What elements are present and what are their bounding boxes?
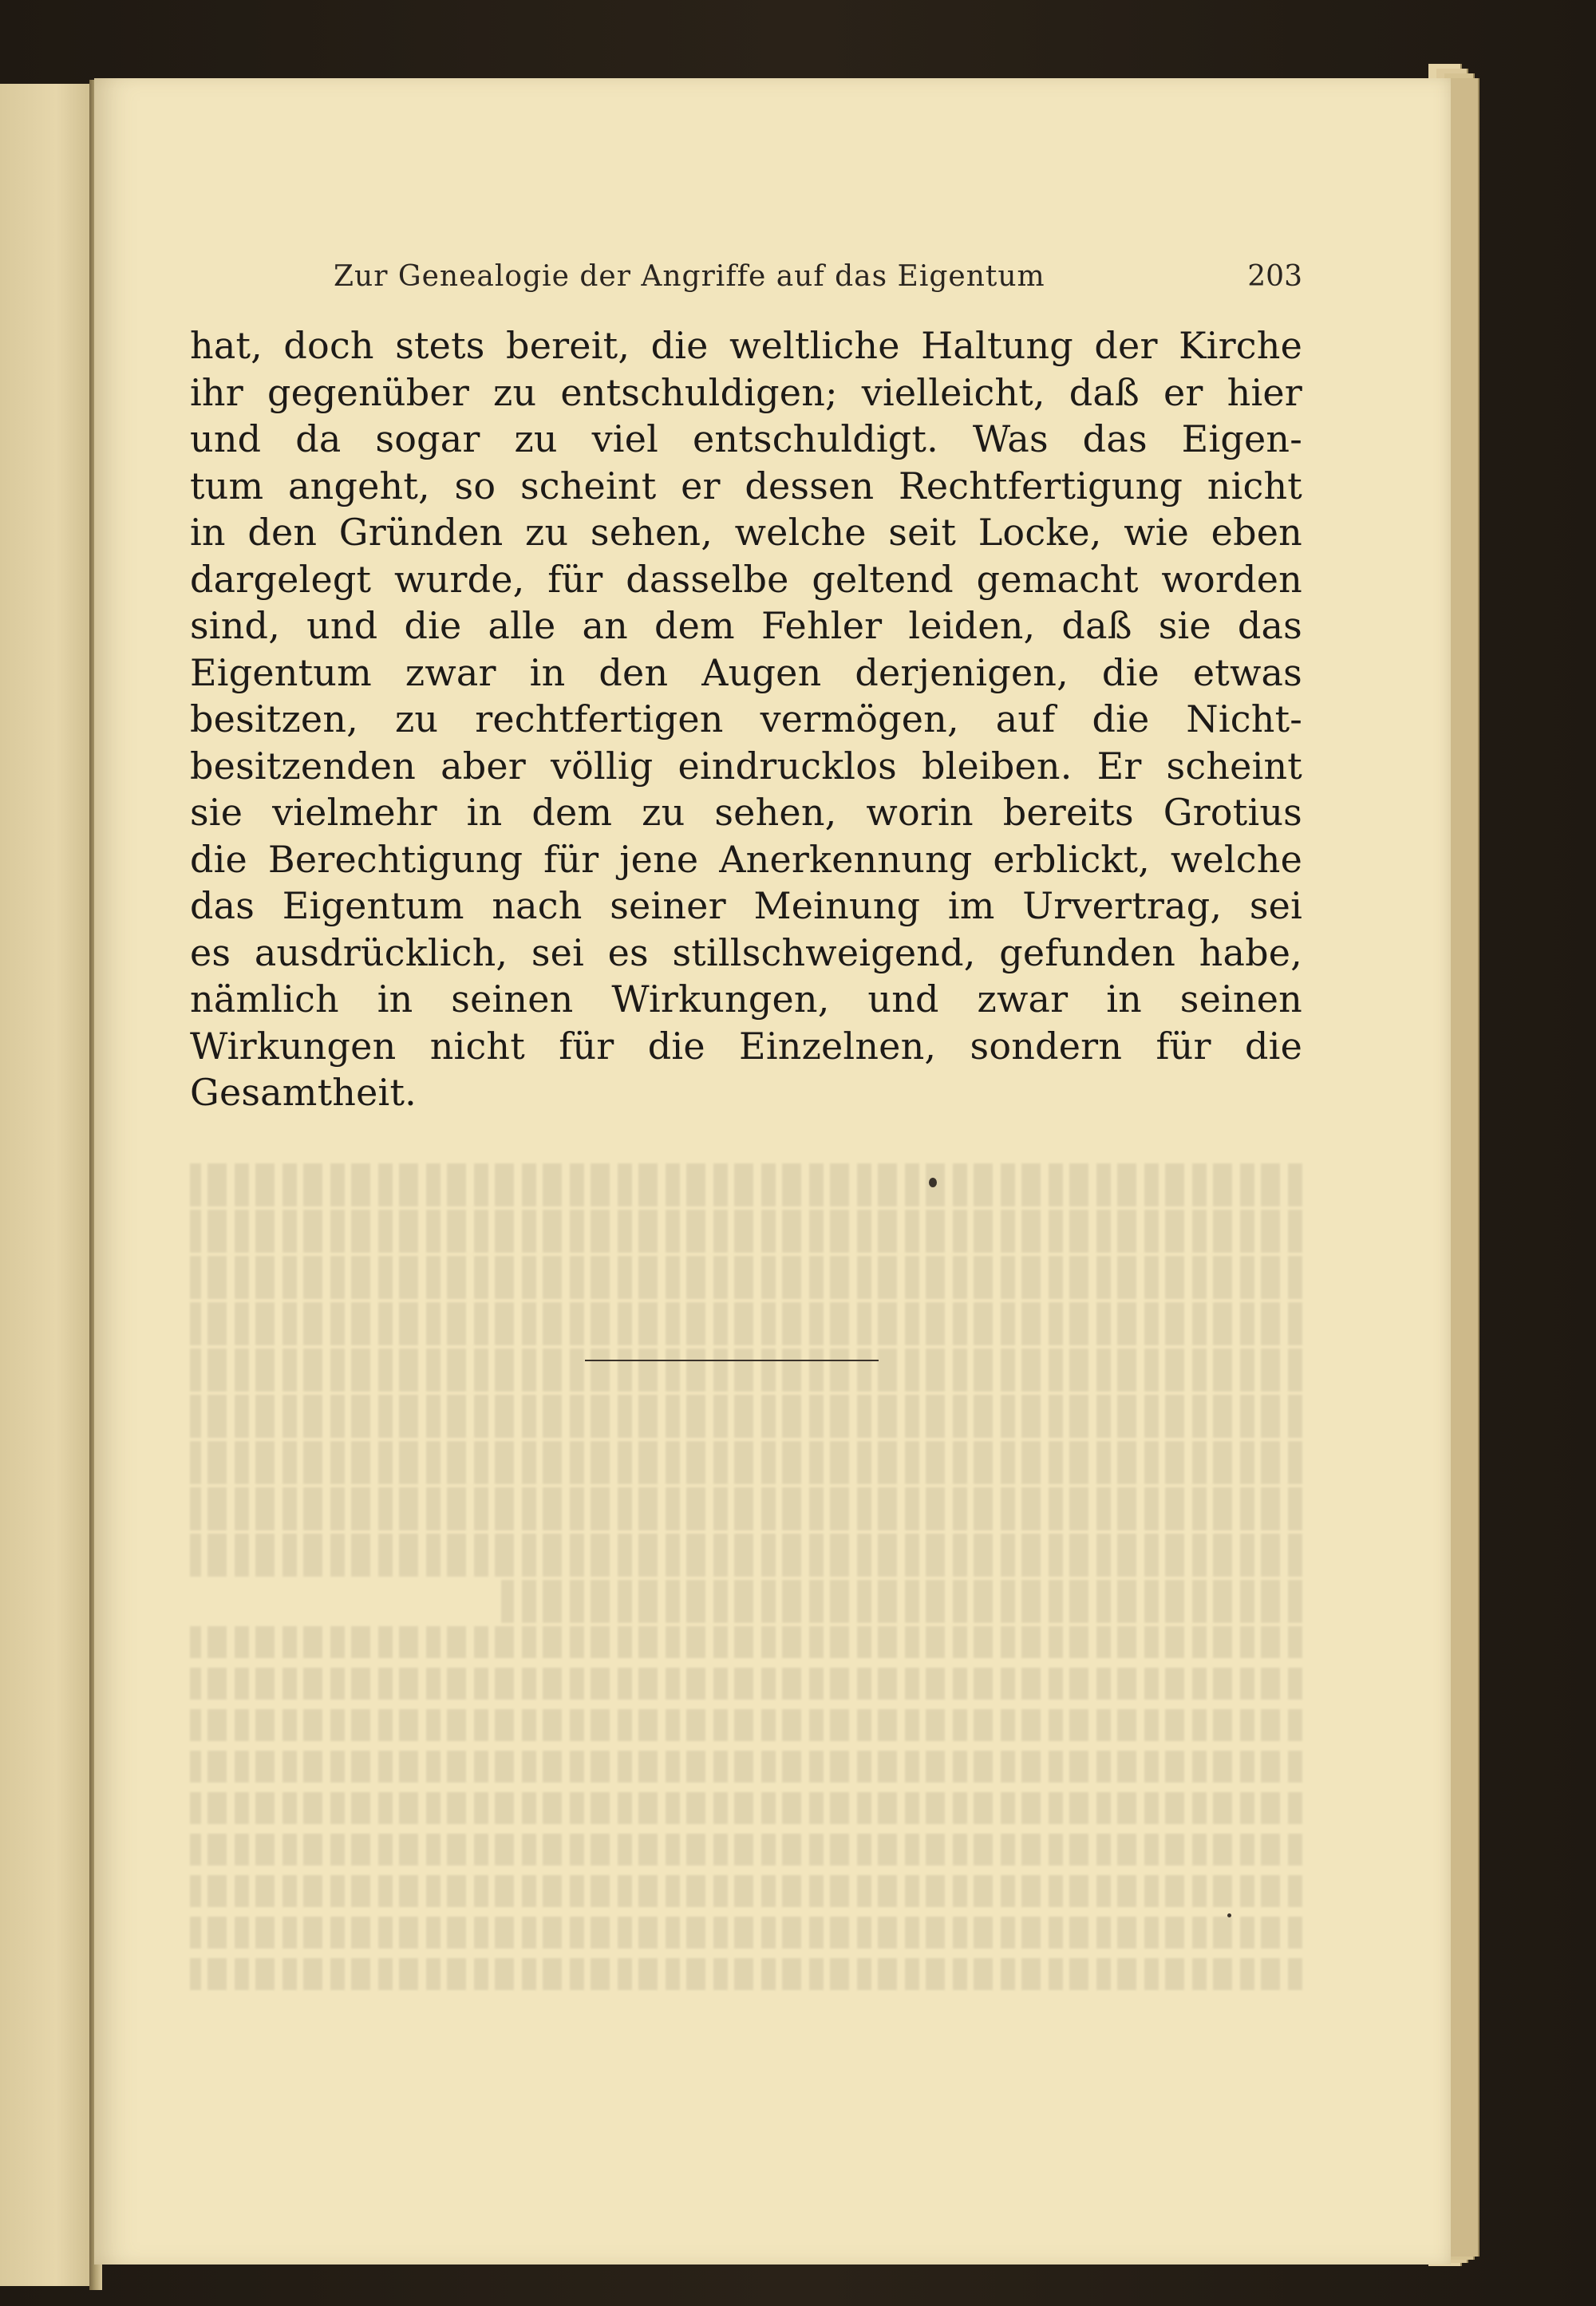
- book-page: [94, 78, 1451, 2265]
- facing-page-edge: [0, 84, 96, 2286]
- text-line: sind, und die alle an dem Fehler leiden, daß sie das: [190, 604, 1302, 647]
- text-line: besitzenden aber völlig eindrucklos bleiben. Er scheint: [190, 744, 1302, 788]
- ink-speck: [929, 1178, 937, 1187]
- running-header: [334, 260, 1302, 308]
- text-line: sie vielmehr in dem zu sehen, worin bereits Grotius: [190, 791, 1302, 834]
- page-number: 203: [1247, 260, 1302, 293]
- section-divider: [585, 1360, 879, 1361]
- text-line: und da sogar zu viel entschuldigt. Was das Eigen-: [190, 417, 1302, 460]
- text-line: besitzen, zu rechtfertigen vermögen, auf die Nicht-: [190, 697, 1302, 740]
- text-line: das Eigentum nach seiner Meinung im Urvertrag, sei: [190, 884, 1302, 927]
- text-line: nämlich in seinen Wirkungen, und zwar in seinen: [190, 977, 1302, 1021]
- body-paragraph: [190, 322, 1302, 1116]
- ink-speck: [1227, 1913, 1231, 1917]
- show-through-text: [190, 1163, 1302, 2057]
- text-line: Wirkungen nicht für die Einzelnen, sondern für die: [190, 1024, 1302, 1068]
- text-line: in den Gründen zu sehen, welche seit Locke, wie eben: [190, 511, 1302, 554]
- page-edge-stack: [1451, 78, 1479, 2257]
- running-title: Zur Genealogie der Angriffe auf das Eigentum: [334, 260, 1045, 293]
- text-line: Eigentum zwar in den Augen derjenigen, die etwas: [190, 650, 1302, 694]
- text-line: es ausdrücklich, sei es stillschweigend, gefunden habe,: [190, 930, 1302, 974]
- text-line: hat, doch stets bereit, die weltliche Haltung der Kirche: [190, 324, 1302, 367]
- text-line: tum angeht, so scheint er dessen Rechtfertigung nicht: [190, 464, 1302, 507]
- text-line: Gesamtheit.: [190, 1071, 417, 1114]
- text-line: dargelegt wurde, für dasselbe geltend gemacht worden: [190, 557, 1302, 601]
- text-line: die Berechtigung für jene Anerkennung erblickt, welche: [190, 837, 1302, 881]
- text-line: ihr gegenüber zu entschuldigen; vielleicht, daß er hier: [190, 370, 1302, 414]
